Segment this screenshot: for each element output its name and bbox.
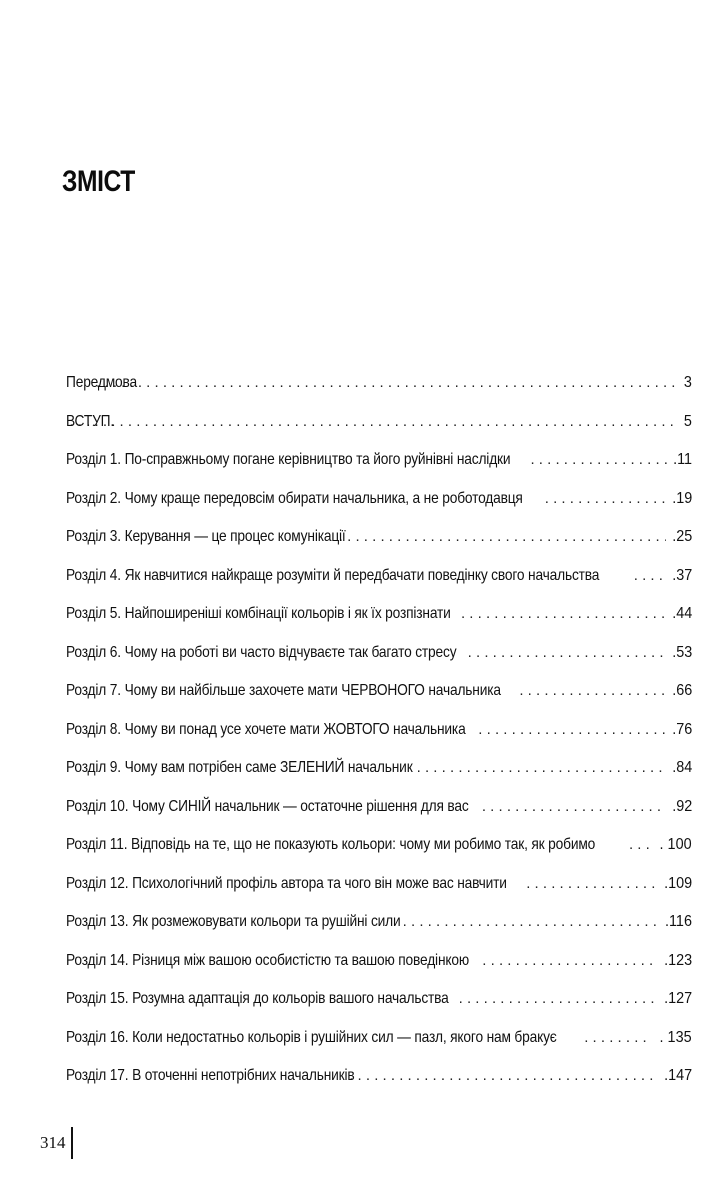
- toc-entry: [66, 830, 692, 860]
- toc-entry: [66, 715, 692, 745]
- dot-leader: [519, 676, 665, 706]
- toc-entry-title: Розділ 5. Найпоширеніші комбінації кольорів і як їх розпізнати: [66, 605, 451, 622]
- toc-entry-page: .116: [665, 913, 692, 930]
- toc-entry-page: .25: [671, 528, 692, 545]
- toc-entry: [66, 445, 692, 475]
- toc-entry-page: .92: [671, 797, 692, 815]
- dot-leader: [545, 484, 666, 514]
- toc-entry: [66, 561, 692, 591]
- dot-leader: [70, 407, 680, 437]
- dot-leader: [459, 984, 657, 1014]
- dot-leader: [349, 1061, 657, 1091]
- toc-entry: [66, 522, 692, 552]
- toc-entry-page: . 135: [659, 1028, 692, 1046]
- toc-entry-title: Розділ 3. Керування — це процес комунікації: [66, 528, 346, 545]
- toc-entry: [66, 676, 692, 706]
- toc-entry-title: Розділ 16. Коли недостатньо кольорів і рушійних сил — пазл, якого нам бракує: [66, 1028, 557, 1046]
- footer-vertical-rule: [71, 1127, 73, 1159]
- dot-leader: [339, 522, 666, 552]
- toc-entry-title: ВСТУП.: [66, 412, 115, 430]
- dot-leader: [461, 599, 666, 629]
- dot-leader: [526, 869, 657, 899]
- toc-entry-title: Розділ 8. Чому ви понад усе хочете мати ЖОВТОГО начальника: [66, 720, 466, 738]
- toc-entry: [66, 1061, 692, 1091]
- toc-entry-title: Передмова: [66, 374, 137, 391]
- toc-entry-title: Розділ 10. Чому СИНІЙ начальник — остаточне рішення для вас: [66, 797, 469, 815]
- toc-entry: [66, 753, 692, 783]
- dot-leader: [530, 445, 667, 475]
- toc-entry-page: .11: [673, 451, 692, 468]
- toc-entry-title: Розділ 15. Розумна адаптація до кольорів вашого начальства: [66, 990, 449, 1007]
- toc-entry-title: Розділ 7. Чому ви найбільше захочете мати ЧЕРВОНОГО начальника: [66, 682, 501, 699]
- toc-entry-page: .123: [663, 951, 692, 969]
- toc-entry: [66, 984, 692, 1014]
- toc-entry-title: Розділ 14. Різниця між вашою особистістю та вашою поведінкою: [66, 951, 470, 969]
- dot-leader: [482, 792, 666, 822]
- dot-leader: [96, 368, 679, 398]
- toc-entry-title: Розділ 17. В оточенні непотрібних начальників: [66, 1067, 355, 1084]
- page-number: 314: [40, 1133, 66, 1152]
- toc-entry-page: .109: [663, 874, 692, 892]
- toc-entry-title: Розділ 1. По-справжньому погане керівництво та його руйнівні наслідки: [66, 451, 511, 468]
- toc-entry: [66, 1023, 692, 1053]
- dot-leader: [417, 753, 666, 783]
- toc-entry: [66, 869, 692, 899]
- toc-entry: [66, 907, 692, 937]
- toc-entry: [66, 484, 692, 514]
- toc-entry-page: .19: [671, 489, 692, 507]
- toc-entry-title: Розділ 12. Психологічний профіль автора та чого він може вас навчити: [66, 874, 507, 892]
- toc-entry-page: . 100: [659, 836, 692, 853]
- dot-leader: [629, 830, 652, 860]
- toc-entry-page: 5: [683, 412, 692, 430]
- dot-leader: [468, 638, 666, 668]
- toc-entry: [66, 946, 692, 976]
- toc-entry-title: Розділ 11. Відповідь на те, що не показують кольори: чому ми робимо так, як робимо: [66, 836, 596, 853]
- dot-leader: [478, 715, 665, 745]
- table-of-contents: [66, 368, 692, 1100]
- toc-entry: [66, 638, 692, 668]
- page-title: ЗМІСТ: [62, 165, 135, 198]
- dot-leader: [403, 907, 658, 937]
- toc-entry-page: .76: [671, 720, 692, 738]
- toc-entry-title: Розділ 2. Чому краще передовсім обирати начальника, а не роботодавця: [66, 489, 523, 507]
- toc-entry: [66, 599, 692, 629]
- toc-entry-title: Розділ 6. Чому на роботі ви часто відчуваєте так багато стресу: [66, 643, 457, 661]
- toc-entry-page: .44: [671, 605, 692, 622]
- toc-entry-title: Розділ 4. Як навчитися найкраще розуміти й передбачати поведінку свого начальства: [66, 566, 600, 584]
- toc-entry-title: Розділ 13. Як розмежовувати кольори та рушійні сили: [66, 913, 401, 930]
- toc-entry-page: .147: [663, 1067, 692, 1084]
- dot-leader: [634, 561, 666, 591]
- toc-entry-page: .53: [671, 643, 692, 661]
- toc-entry-page: .84: [671, 759, 692, 776]
- dot-leader: [584, 1023, 652, 1053]
- toc-entry: [66, 368, 692, 398]
- toc-entry-page: 3: [683, 374, 692, 391]
- page-footer: [40, 1127, 73, 1159]
- toc-entry-page: .127: [663, 990, 692, 1007]
- toc-entry-page: .37: [671, 566, 692, 584]
- toc-entry-page: .66: [671, 682, 692, 699]
- toc-entry: [66, 407, 692, 437]
- dot-leader: [482, 946, 657, 976]
- toc-entry-title: Розділ 9. Чому вам потрібен саме ЗЕЛЕНИЙ начальник: [66, 759, 413, 776]
- toc-entry: [66, 792, 692, 822]
